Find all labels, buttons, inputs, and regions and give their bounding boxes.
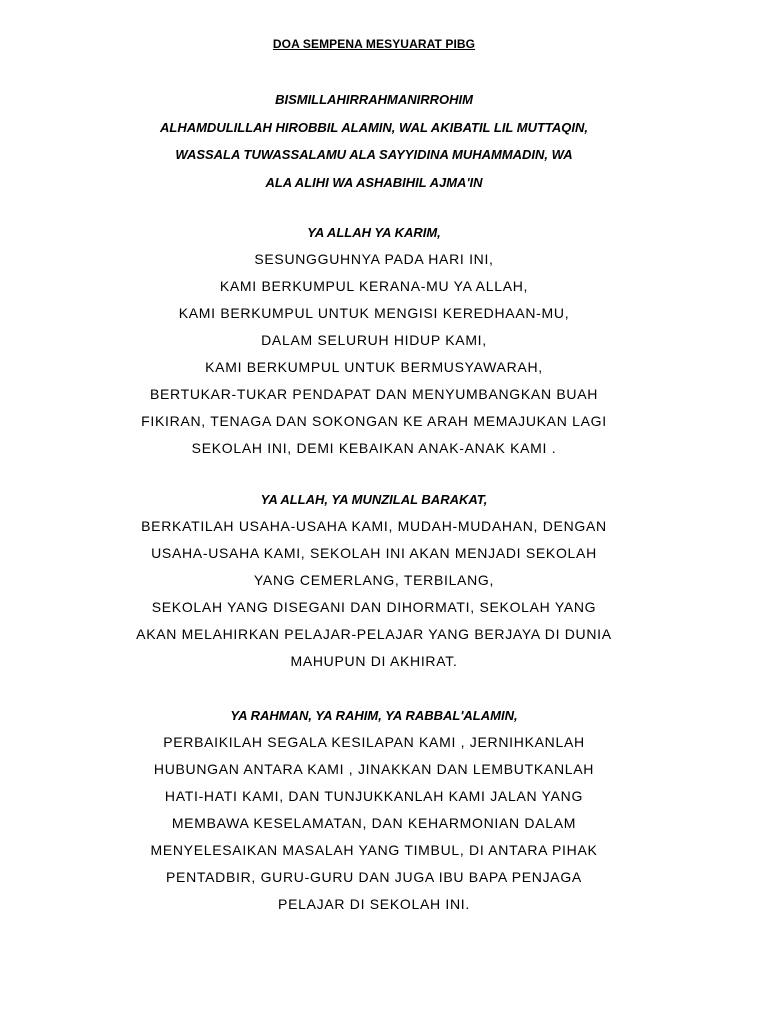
paragraph-line: MAHUPUN DI AKHIRAT.: [290, 653, 458, 669]
prayer-paragraph-3: [0, 702, 748, 918]
paragraph-line: SESUNGGUHNYA PADA HARI INI,: [254, 251, 494, 267]
paragraph-heading: YA RAHMAN, YA RAHIM, YA RABBAL'ALAMIN,: [230, 708, 518, 723]
opening-line: ALA ALIHI WA ASHABIHIL AJMA'IN: [265, 174, 483, 190]
paragraph-line: PELAJAR DI SEKOLAH INI.: [278, 896, 470, 912]
paragraph-line: KAMI BERKUMPUL KERANA-MU YA ALLAH,: [219, 278, 529, 294]
paragraph-heading: YA ALLAH YA KARIM,: [307, 225, 441, 240]
paragraph-line: AKAN MELAHIRKAN PELAJAR-PELAJAR YANG BERJAYA DI DUNIA: [136, 626, 612, 642]
prayer-paragraph-1: [0, 219, 748, 462]
paragraph-line: KAMI BERKUMPUL UNTUK MENGISI KEREDHAAN-MU,: [178, 305, 570, 321]
paragraph-line: HUBUNGAN ANTARA KAMI , JINAKKAN DAN LEMBUTKANLAH: [153, 761, 595, 777]
paragraph-line: KAMI BERKUMPUL UNTUK BERMUSYAWARAH,: [205, 359, 543, 375]
paragraph-line: MENYELESAIKAN MASALAH YANG TIMBUL, DI ANTARA PIHAK: [150, 842, 598, 858]
paragraph-line: MEMBAWA KESELAMATAN, DAN KEHARMONIAN DALAM: [171, 815, 577, 831]
paragraph-line: PERBAIKILAH SEGALA KESILAPAN KAMI , JERNIHKANLAH: [163, 734, 585, 750]
paragraph-line: DALAM SELURUH HIDUP KAMI,: [261, 332, 487, 348]
opening-line: ALHAMDULILLAH HIROBBIL ALAMIN, WAL AKIBATIL LIL MUTTAQIN,: [160, 119, 588, 135]
paragraph-line: SEKOLAH YANG DISEGANI DAN DIHORMATI, SEKOLAH YANG: [151, 599, 597, 615]
paragraph-line: SEKOLAH INI, DEMI KEBAIKAN ANAK-ANAK KAMI .: [191, 440, 557, 456]
paragraph-line: BERKATILAH USAHA-USAHA KAMI, MUDAH-MUDAHAN, DENGAN: [141, 518, 607, 534]
paragraph-line: HATI-HATI KAMI, DAN TUNJUKKANLAH KAMI JALAN YANG: [164, 788, 584, 804]
paragraph-line: FIKIRAN, TENAGA DAN SOKONGAN KE ARAH MEMAJUKAN LAGI: [141, 413, 607, 429]
paragraph-line: PENTADBIR, GURU-GURU DAN JUGA IBU BAPA PENJAGA: [166, 869, 582, 885]
opening-line: BISMILLAHIRRAHMANIRROHIM: [275, 92, 473, 107]
paragraph-heading: YA ALLAH, YA MUNZILAL BARAKAT,: [260, 492, 488, 507]
opening-line: WASSALA TUWASSALAMU ALA SAYYIDINA MUHAMMADIN, WA: [175, 147, 573, 162]
paragraph-line: YANG CEMERLANG, TERBILANG,: [253, 572, 495, 588]
paragraph-line: USAHA-USAHA KAMI, SEKOLAH INI AKAN MENJADI SEKOLAH: [151, 545, 597, 561]
document-title: DOA SEMPENA MESYUARAT PIBG: [272, 37, 476, 51]
paragraph-line: BERTUKAR-TUKAR PENDAPAT DAN MENYUMBANGKAN BUAH: [149, 386, 599, 402]
opening-invocation: [0, 86, 748, 196]
prayer-paragraph-2: [0, 486, 748, 675]
